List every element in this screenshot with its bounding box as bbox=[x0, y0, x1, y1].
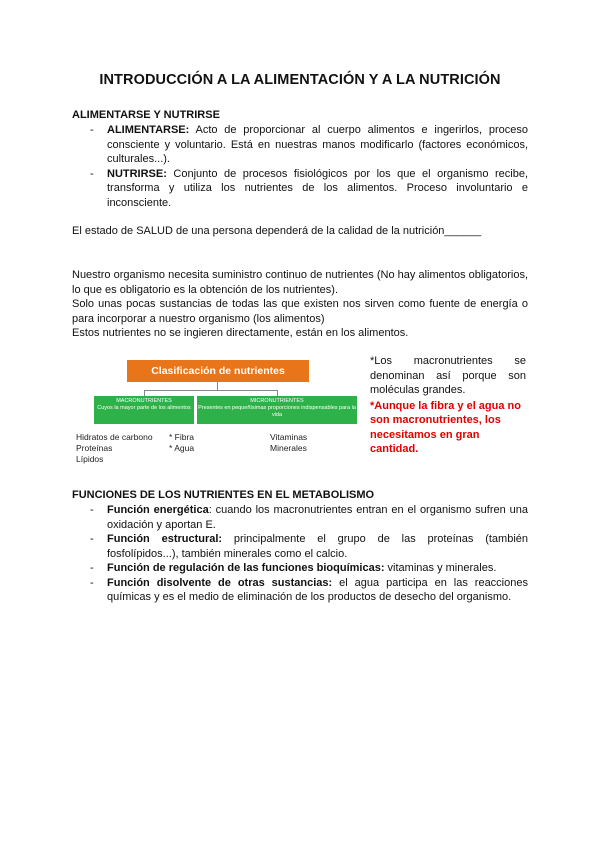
definition: Acto de proporcionar al cuerpo alimentos e ingerirlos, proceso consciente y voluntario. Está en nuestras manos modificarlo (factores económicos, culturales...). bbox=[107, 124, 528, 165]
connector-line bbox=[144, 390, 277, 391]
section-heading-funciones: FUNCIONES DE LOS NUTRIENTES EN EL METABOLISMO bbox=[72, 489, 375, 501]
note-red: *Aunque la fibra y el agua no son macronutrientes, los necesitamos en gran cantidad. bbox=[370, 399, 521, 455]
nutrients-paragraph bbox=[72, 268, 528, 341]
nutrient-classification-diagram bbox=[72, 352, 362, 470]
list-item: Minerales bbox=[270, 443, 307, 453]
section2-list bbox=[72, 503, 528, 605]
list-item: * Agua bbox=[169, 443, 195, 453]
list-item: Lípidos bbox=[76, 454, 104, 464]
micronutrients-box bbox=[197, 396, 357, 424]
paragraph-line: Solo unas pocas sustancias de todas las que existen nos sirven como fuente de energía o para incorporar a nuestro organismo (los alimentos) bbox=[72, 298, 528, 325]
paragraph-line: Estos nutrientes no se ingieren directamente, están en los alimentos. bbox=[72, 327, 409, 339]
term: Función de regulación de las funciones bioquímicas: bbox=[107, 562, 385, 574]
page-title: INTRODUCCIÓN A LA ALIMENTACIÓN Y A LA NUTRICIÓN bbox=[99, 72, 501, 88]
section1-list bbox=[72, 123, 528, 210]
term: NUTRIRSE: bbox=[107, 167, 167, 180]
list-dash: - bbox=[90, 562, 94, 574]
definition: Conjunto de procesos fisiológicos por los que el organismo recibe, transforma y utiliza los nutrientes de los alimentos. Proceso involuntario e inconsciente. bbox=[107, 167, 528, 209]
connector-line bbox=[217, 382, 218, 390]
macronutrient-note bbox=[370, 354, 526, 457]
macronutrients-desc: Cuyos la mayor parte de los alimentos bbox=[97, 405, 191, 411]
list-item: Proteínas bbox=[76, 443, 113, 453]
micronutrients-desc: Presentes en pequeñísimas proporciones indispensables para la vida bbox=[198, 405, 356, 418]
section-heading-alimentarse: ALIMENTARSE Y NUTRIRSE bbox=[72, 109, 220, 121]
micronutrients-label: MICRONUTRIENTES bbox=[250, 398, 304, 404]
list-item: * Fibra bbox=[169, 432, 195, 442]
list-item bbox=[72, 123, 528, 167]
term: ALIMENTARSE: bbox=[107, 124, 190, 136]
list-item bbox=[72, 532, 528, 561]
term: Función energética bbox=[107, 504, 209, 516]
list-dash: - bbox=[90, 167, 94, 180]
list-item bbox=[72, 561, 528, 576]
note-plain: *Los macronutrientes se denominan así porque son moléculas grandes. bbox=[370, 355, 526, 396]
definition: vitaminas y minerales. bbox=[384, 562, 497, 574]
paragraph-line: Nuestro organismo necesita suministro continuo de nutrientes (No hay alimentos obligatorios, lo que es obligatorio es la obtención de los nutrientes). bbox=[72, 269, 528, 296]
term: Función disolvente de otras sustancias: bbox=[107, 576, 333, 589]
extra-items bbox=[169, 432, 194, 454]
health-line: El estado de SALUD de una persona dependerá de la calidad de la nutrición______ bbox=[72, 225, 482, 237]
classification-root-box: Clasificación de nutrientes bbox=[127, 360, 309, 382]
list-item bbox=[72, 576, 528, 605]
list-dash: - bbox=[90, 576, 94, 589]
list-item bbox=[72, 503, 528, 532]
list-dash: - bbox=[90, 504, 94, 516]
list-item: Hidratos de carbono bbox=[76, 432, 153, 442]
list-dash: - bbox=[90, 533, 94, 545]
definition: el agua participa en las reacciones químicas y es el medio de eliminación de los productos de desecho del organismo. bbox=[107, 576, 528, 603]
micronutrient-items bbox=[270, 432, 307, 454]
definition: : cuando los macronutrientes entran en el organismo sufren una oxidación y aportan E. bbox=[107, 504, 528, 531]
definition: principalmente el grupo de las proteínas (también fosfolípidos...), también minerales como el calcio. bbox=[107, 533, 528, 560]
macronutrient-items bbox=[76, 432, 153, 465]
macronutrients-box bbox=[94, 396, 194, 424]
macronutrients-label: MACRONUTRIENTES bbox=[116, 398, 172, 404]
list-item bbox=[72, 167, 528, 211]
term: Función estructural: bbox=[107, 533, 223, 545]
list-dash: - bbox=[90, 124, 94, 136]
list-item: Vitaminas bbox=[270, 432, 308, 442]
